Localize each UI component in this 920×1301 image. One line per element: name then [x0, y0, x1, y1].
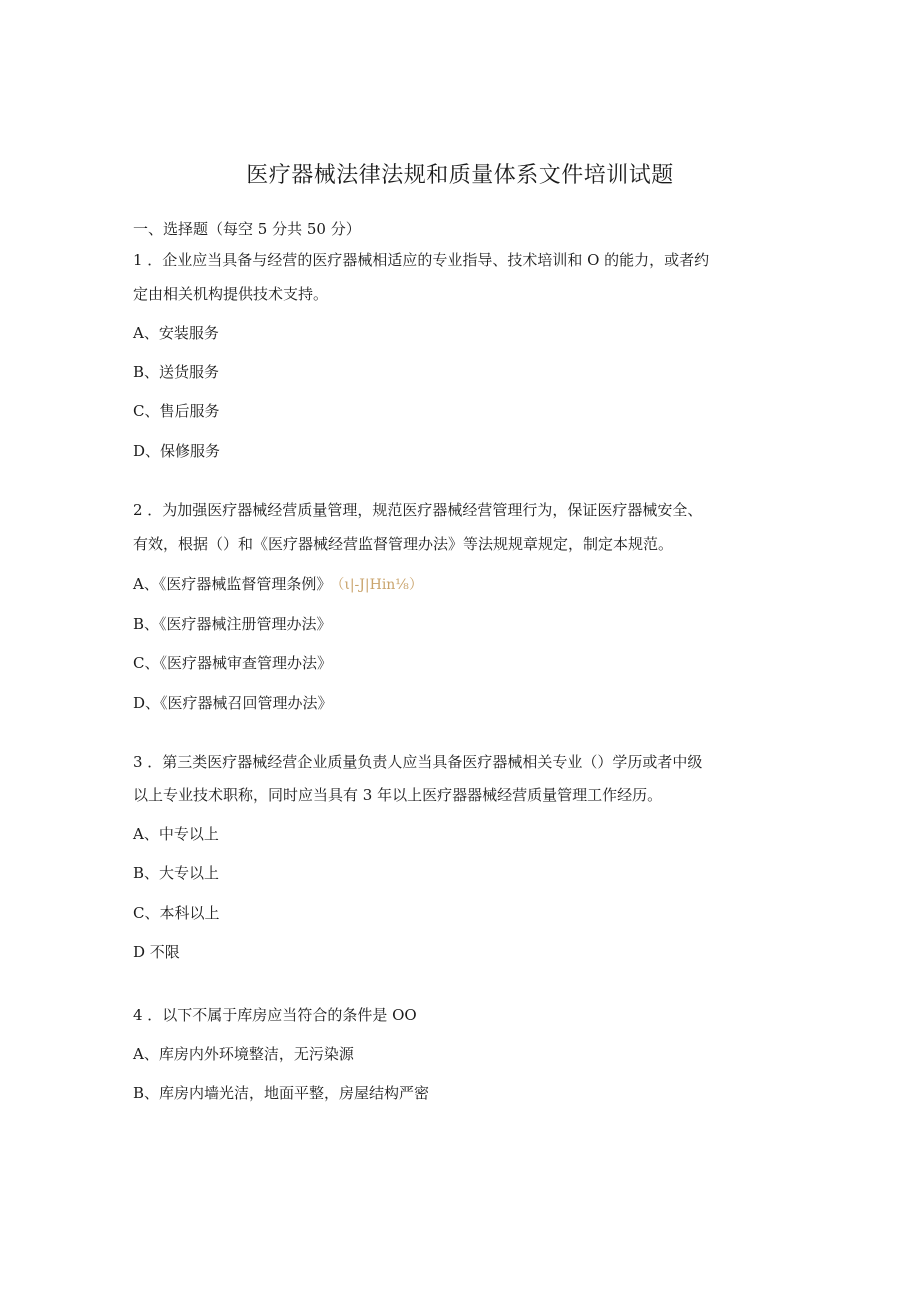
question-1-stem-line-2: 定由相关机构提供技术支持。 — [133, 285, 329, 303]
question-4-stem-line-1: 4 ．以下不属于库房应当符合的条件是 OO — [133, 1006, 417, 1024]
question-3-option-c: C、本科以上 — [133, 904, 220, 922]
question-1-option-a: A、安装服务 — [133, 324, 219, 342]
question-2-option-c: C、《医疗器械审查管理办法》 — [133, 654, 332, 672]
handwritten-annotation: （ι|-J|Hin⅛） — [337, 577, 423, 593]
question-1-option-b: B、送货服务 — [133, 363, 220, 381]
question-1-option-d: D、保修服务 — [133, 442, 221, 460]
question-2-option-d: D、《医疗器械召回管理办法》 — [133, 694, 333, 712]
question-4-option-a: A、库房内外环境整洁，无污染源 — [133, 1045, 354, 1063]
question-3-stem-line-1: 3 ．第三类医疗器械经营企业质量负责人应当具备医疗器械相关专业（）学历或者中级 — [133, 753, 703, 771]
question-2-option-b: B、《医疗器械注册管理办法》 — [133, 615, 332, 633]
question-2-stem-line-1: 2 ．为加强医疗器械经营质量管理，规范医疗器械经营管理行为，保证医疗器械安全、 — [133, 501, 703, 519]
section-heading: 一、选择题（每空 5 分共 50 分） — [133, 220, 361, 238]
question-1-option-c: C、售后服务 — [133, 402, 220, 420]
page-title: 医疗器械法律法规和质量体系文件培训试题 — [246, 163, 674, 188]
question-2-option-a — [133, 574, 423, 595]
question-2-stem-line-2: 有效，根据（）和《医疗器械经营监督管理办法》等法规规章规定，制定本规范。 — [133, 535, 674, 553]
question-4-option-b: B、库房内墙光洁，地面平整，房屋结构严密 — [133, 1084, 430, 1102]
question-3-option-b: B、大专以上 — [133, 864, 220, 882]
question-2-option-a-text: A、《医疗器械监督管理条例》 — [133, 575, 332, 593]
question-3-option-d: D 不限 — [133, 943, 180, 961]
question-3-option-a: A、中专以上 — [133, 825, 219, 843]
question-3-stem-line-2: 以上专业技术职称，同时应当具有 3 年以上医疗器器械经营质量管理工作经历。 — [133, 786, 663, 804]
question-1-stem-line-1: 1 ．企业应当具备与经营的医疗器械相适应的专业指导、技术培训和 O 的能力，或者约 — [133, 251, 710, 269]
